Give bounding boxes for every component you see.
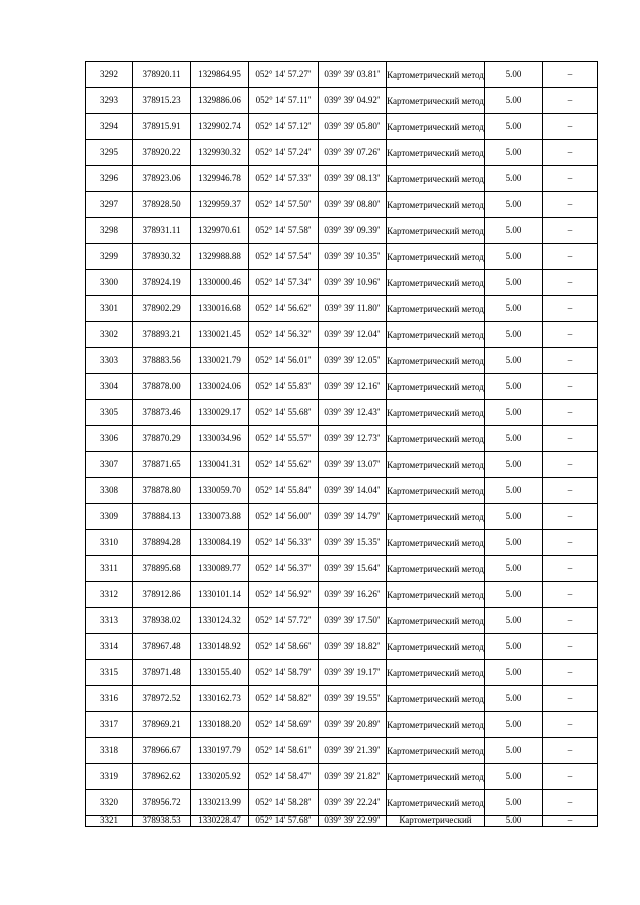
note-cell: –	[543, 218, 598, 244]
longitude-cell: 039° 39' 15.35"	[319, 530, 387, 556]
coord-y-cell: 1330155.40	[191, 660, 249, 686]
longitude-cell: 039° 39' 12.16"	[319, 374, 387, 400]
table-row	[86, 738, 598, 764]
latitude-cell: 052° 14' 57.72"	[249, 608, 319, 634]
table-row	[86, 582, 598, 608]
point-number-cell: 3303	[86, 348, 133, 374]
coord-x-cell: 378878.00	[133, 374, 191, 400]
method-cell: Картометрический метод	[387, 452, 485, 478]
table-row	[86, 114, 598, 140]
accuracy-cell: 5.00	[485, 114, 543, 140]
longitude-cell: 039° 39' 11.80"	[319, 296, 387, 322]
coord-x-cell: 378920.22	[133, 140, 191, 166]
accuracy-cell: 5.00	[485, 88, 543, 114]
note-cell: –	[543, 608, 598, 634]
point-number-cell: 3309	[86, 504, 133, 530]
accuracy-cell: 5.00	[485, 452, 543, 478]
longitude-cell: 039° 39' 15.64"	[319, 556, 387, 582]
coord-x-cell: 378962.62	[133, 764, 191, 790]
coord-x-cell: 378971.48	[133, 660, 191, 686]
method-cell: Картометрический метод	[387, 400, 485, 426]
longitude-cell: 039° 39' 14.79"	[319, 504, 387, 530]
table-row	[86, 686, 598, 712]
longitude-cell: 039° 39' 20.89"	[319, 712, 387, 738]
method-cell: Картометрический метод	[387, 504, 485, 530]
method-cell: Картометрический метод	[387, 478, 485, 504]
coord-x-cell: 378967.48	[133, 634, 191, 660]
accuracy-cell: 5.00	[485, 322, 543, 348]
point-number-cell: 3317	[86, 712, 133, 738]
method-cell: Картометрический метод	[387, 738, 485, 764]
point-number-cell: 3319	[86, 764, 133, 790]
coord-y-cell: 1329970.61	[191, 218, 249, 244]
accuracy-cell: 5.00	[485, 686, 543, 712]
longitude-cell: 039° 39' 12.43"	[319, 400, 387, 426]
accuracy-cell: 5.00	[485, 738, 543, 764]
latitude-cell: 052° 14' 55.62"	[249, 452, 319, 478]
coord-x-cell: 378915.91	[133, 114, 191, 140]
table-row	[86, 816, 598, 827]
method-cell: Картометрический метод	[387, 296, 485, 322]
note-cell: –	[543, 322, 598, 348]
accuracy-cell: 5.00	[485, 608, 543, 634]
coord-x-cell: 378938.02	[133, 608, 191, 634]
accuracy-cell: 5.00	[485, 478, 543, 504]
latitude-cell: 052° 14' 56.37"	[249, 556, 319, 582]
note-cell: –	[543, 660, 598, 686]
latitude-cell: 052° 14' 57.27"	[249, 62, 319, 88]
note-cell: –	[543, 738, 598, 764]
method-cell: Картометрический метод	[387, 582, 485, 608]
coord-y-cell: 1330084.19	[191, 530, 249, 556]
longitude-cell: 039° 39' 22.99"	[319, 816, 387, 827]
method-cell: Картометрический метод	[387, 192, 485, 218]
latitude-cell: 052° 14' 57.12"	[249, 114, 319, 140]
method-cell: Картометрический метод	[387, 660, 485, 686]
table-row	[86, 374, 598, 400]
longitude-cell: 039° 39' 14.04"	[319, 478, 387, 504]
note-cell: –	[543, 478, 598, 504]
longitude-cell: 039° 39' 08.80"	[319, 192, 387, 218]
accuracy-cell: 5.00	[485, 816, 543, 827]
table-row	[86, 530, 598, 556]
method-cell: Картометрический метод	[387, 114, 485, 140]
coord-y-cell: 1330034.96	[191, 426, 249, 452]
note-cell: –	[543, 686, 598, 712]
latitude-cell: 052° 14' 57.68"	[249, 816, 319, 827]
note-cell: –	[543, 244, 598, 270]
coord-x-cell: 378871.65	[133, 452, 191, 478]
point-number-cell: 3321	[86, 816, 133, 827]
coord-x-cell: 378915.23	[133, 88, 191, 114]
latitude-cell: 052° 14' 58.82"	[249, 686, 319, 712]
longitude-cell: 039° 39' 10.35"	[319, 244, 387, 270]
latitude-cell: 052° 14' 57.11"	[249, 88, 319, 114]
table-row	[86, 192, 598, 218]
method-cell: Картометрический метод	[387, 556, 485, 582]
method-cell: Картометрический метод	[387, 62, 485, 88]
latitude-cell: 052° 14' 57.34"	[249, 270, 319, 296]
accuracy-cell: 5.00	[485, 244, 543, 270]
point-number-cell: 3313	[86, 608, 133, 634]
latitude-cell: 052° 14' 58.79"	[249, 660, 319, 686]
coord-x-cell: 378972.52	[133, 686, 191, 712]
longitude-cell: 039° 39' 07.26"	[319, 140, 387, 166]
method-cell: Картометрический метод	[387, 140, 485, 166]
accuracy-cell: 5.00	[485, 166, 543, 192]
latitude-cell: 052° 14' 56.92"	[249, 582, 319, 608]
latitude-cell: 052° 14' 57.54"	[249, 244, 319, 270]
point-number-cell: 3302	[86, 322, 133, 348]
point-number-cell: 3297	[86, 192, 133, 218]
table-row	[86, 296, 598, 322]
latitude-cell: 052° 14' 56.62"	[249, 296, 319, 322]
note-cell: –	[543, 296, 598, 322]
coord-x-cell: 378883.56	[133, 348, 191, 374]
accuracy-cell: 5.00	[485, 62, 543, 88]
coord-y-cell: 1330101.14	[191, 582, 249, 608]
point-number-cell: 3294	[86, 114, 133, 140]
latitude-cell: 052° 14' 57.58"	[249, 218, 319, 244]
method-cell: Картометрический метод	[387, 426, 485, 452]
coord-x-cell: 378912.86	[133, 582, 191, 608]
coord-y-cell: 1329902.74	[191, 114, 249, 140]
coord-x-cell: 378930.32	[133, 244, 191, 270]
coord-y-cell: 1329988.88	[191, 244, 249, 270]
latitude-cell: 052° 14' 57.50"	[249, 192, 319, 218]
latitude-cell: 052° 14' 56.01"	[249, 348, 319, 374]
point-number-cell: 3320	[86, 790, 133, 816]
note-cell: –	[543, 400, 598, 426]
accuracy-cell: 5.00	[485, 660, 543, 686]
latitude-cell: 052° 14' 58.61"	[249, 738, 319, 764]
point-number-cell: 3308	[86, 478, 133, 504]
coord-y-cell: 1330124.32	[191, 608, 249, 634]
note-cell: –	[543, 270, 598, 296]
point-number-cell: 3306	[86, 426, 133, 452]
table-row	[86, 790, 598, 816]
note-cell: –	[543, 88, 598, 114]
method-cell: Картометрический метод	[387, 608, 485, 634]
note-cell: –	[543, 140, 598, 166]
method-cell: Картометрический метод	[387, 322, 485, 348]
coord-x-cell: 378895.68	[133, 556, 191, 582]
note-cell: –	[543, 166, 598, 192]
accuracy-cell: 5.00	[485, 296, 543, 322]
coord-y-cell: 1330197.79	[191, 738, 249, 764]
table-row	[86, 88, 598, 114]
point-number-cell: 3304	[86, 374, 133, 400]
coord-y-cell: 1330016.68	[191, 296, 249, 322]
method-cell: Картометрический метод	[387, 348, 485, 374]
point-number-cell: 3318	[86, 738, 133, 764]
method-cell: Картометрический	[387, 816, 485, 827]
note-cell: –	[543, 556, 598, 582]
note-cell: –	[543, 62, 598, 88]
latitude-cell: 052° 14' 56.00"	[249, 504, 319, 530]
method-cell: Картометрический метод	[387, 218, 485, 244]
longitude-cell: 039° 39' 12.05"	[319, 348, 387, 374]
accuracy-cell: 5.00	[485, 270, 543, 296]
point-number-cell: 3316	[86, 686, 133, 712]
longitude-cell: 039° 39' 21.82"	[319, 764, 387, 790]
longitude-cell: 039° 39' 05.80"	[319, 114, 387, 140]
coord-y-cell: 1330059.70	[191, 478, 249, 504]
coord-y-cell: 1330021.45	[191, 322, 249, 348]
coord-x-cell: 378924.19	[133, 270, 191, 296]
table-row	[86, 452, 598, 478]
coord-x-cell: 378928.50	[133, 192, 191, 218]
table-row	[86, 244, 598, 270]
longitude-cell: 039° 39' 03.81"	[319, 62, 387, 88]
point-number-cell: 3305	[86, 400, 133, 426]
table-row	[86, 712, 598, 738]
note-cell: –	[543, 816, 598, 827]
method-cell: Картометрический метод	[387, 166, 485, 192]
coord-x-cell: 378873.46	[133, 400, 191, 426]
accuracy-cell: 5.00	[485, 218, 543, 244]
latitude-cell: 052° 14' 58.47"	[249, 764, 319, 790]
table-row	[86, 322, 598, 348]
method-cell: Картометрический метод	[387, 530, 485, 556]
point-number-cell: 3292	[86, 62, 133, 88]
latitude-cell: 052° 14' 55.84"	[249, 478, 319, 504]
accuracy-cell: 5.00	[485, 374, 543, 400]
latitude-cell: 052° 14' 55.57"	[249, 426, 319, 452]
accuracy-cell: 5.00	[485, 426, 543, 452]
table-row	[86, 166, 598, 192]
method-cell: Картометрический метод	[387, 790, 485, 816]
coord-y-cell: 1329886.06	[191, 88, 249, 114]
longitude-cell: 039° 39' 12.04"	[319, 322, 387, 348]
coord-y-cell: 1330089.77	[191, 556, 249, 582]
table-row	[86, 556, 598, 582]
note-cell: –	[543, 764, 598, 790]
note-cell: –	[543, 114, 598, 140]
accuracy-cell: 5.00	[485, 192, 543, 218]
latitude-cell: 052° 14' 55.83"	[249, 374, 319, 400]
longitude-cell: 039° 39' 04.92"	[319, 88, 387, 114]
table-row	[86, 62, 598, 88]
note-cell: –	[543, 712, 598, 738]
coord-y-cell: 1330228.47	[191, 816, 249, 827]
longitude-cell: 039° 39' 17.50"	[319, 608, 387, 634]
latitude-cell: 052° 14' 58.28"	[249, 790, 319, 816]
accuracy-cell: 5.00	[485, 582, 543, 608]
point-number-cell: 3299	[86, 244, 133, 270]
coord-x-cell: 378884.13	[133, 504, 191, 530]
note-cell: –	[543, 530, 598, 556]
note-cell: –	[543, 348, 598, 374]
accuracy-cell: 5.00	[485, 712, 543, 738]
coord-x-cell: 378938.53	[133, 816, 191, 827]
latitude-cell: 052° 14' 58.66"	[249, 634, 319, 660]
table-row	[86, 764, 598, 790]
note-cell: –	[543, 582, 598, 608]
table-row	[86, 218, 598, 244]
point-number-cell: 3311	[86, 556, 133, 582]
coord-y-cell: 1330000.46	[191, 270, 249, 296]
coord-y-cell: 1330041.31	[191, 452, 249, 478]
point-number-cell: 3295	[86, 140, 133, 166]
table-row	[86, 634, 598, 660]
coord-y-cell: 1329930.32	[191, 140, 249, 166]
accuracy-cell: 5.00	[485, 348, 543, 374]
coord-y-cell: 1330213.99	[191, 790, 249, 816]
accuracy-cell: 5.00	[485, 634, 543, 660]
method-cell: Картометрический метод	[387, 712, 485, 738]
point-number-cell: 3314	[86, 634, 133, 660]
table-row	[86, 140, 598, 166]
coord-y-cell: 1330162.73	[191, 686, 249, 712]
table-row	[86, 270, 598, 296]
coord-x-cell: 378969.21	[133, 712, 191, 738]
longitude-cell: 039° 39' 10.96"	[319, 270, 387, 296]
latitude-cell: 052° 14' 57.33"	[249, 166, 319, 192]
coord-y-cell: 1330024.06	[191, 374, 249, 400]
accuracy-cell: 5.00	[485, 504, 543, 530]
method-cell: Картометрический метод	[387, 244, 485, 270]
latitude-cell: 052° 14' 56.32"	[249, 322, 319, 348]
table-row	[86, 504, 598, 530]
method-cell: Картометрический метод	[387, 634, 485, 660]
accuracy-cell: 5.00	[485, 790, 543, 816]
method-cell: Картометрический метод	[387, 374, 485, 400]
table-row	[86, 426, 598, 452]
table-body	[86, 62, 598, 827]
coord-x-cell: 378931.11	[133, 218, 191, 244]
table-row	[86, 478, 598, 504]
table-row	[86, 400, 598, 426]
longitude-cell: 039° 39' 19.55"	[319, 686, 387, 712]
longitude-cell: 039° 39' 13.07"	[319, 452, 387, 478]
point-number-cell: 3301	[86, 296, 133, 322]
coord-y-cell: 1330073.88	[191, 504, 249, 530]
longitude-cell: 039° 39' 22.24"	[319, 790, 387, 816]
coord-x-cell: 378878.80	[133, 478, 191, 504]
longitude-cell: 039° 39' 08.13"	[319, 166, 387, 192]
coord-x-cell: 378966.67	[133, 738, 191, 764]
method-cell: Картометрический метод	[387, 88, 485, 114]
point-number-cell: 3298	[86, 218, 133, 244]
note-cell: –	[543, 452, 598, 478]
longitude-cell: 039° 39' 21.39"	[319, 738, 387, 764]
point-number-cell: 3312	[86, 582, 133, 608]
accuracy-cell: 5.00	[485, 556, 543, 582]
point-number-cell: 3296	[86, 166, 133, 192]
coord-y-cell: 1330021.79	[191, 348, 249, 374]
coord-y-cell: 1329946.78	[191, 166, 249, 192]
coordinates-table	[85, 61, 598, 827]
latitude-cell: 052° 14' 55.68"	[249, 400, 319, 426]
latitude-cell: 052° 14' 57.24"	[249, 140, 319, 166]
coord-y-cell: 1330148.92	[191, 634, 249, 660]
coord-x-cell: 378894.28	[133, 530, 191, 556]
method-cell: Картометрический метод	[387, 270, 485, 296]
coord-y-cell: 1330188.20	[191, 712, 249, 738]
latitude-cell: 052° 14' 58.69"	[249, 712, 319, 738]
coord-x-cell: 378956.72	[133, 790, 191, 816]
table-row	[86, 608, 598, 634]
coord-x-cell: 378870.29	[133, 426, 191, 452]
point-number-cell: 3300	[86, 270, 133, 296]
coord-y-cell: 1329959.37	[191, 192, 249, 218]
coord-x-cell: 378893.21	[133, 322, 191, 348]
point-number-cell: 3307	[86, 452, 133, 478]
longitude-cell: 039° 39' 18.82"	[319, 634, 387, 660]
table-row	[86, 660, 598, 686]
coord-y-cell: 1330029.17	[191, 400, 249, 426]
accuracy-cell: 5.00	[485, 530, 543, 556]
longitude-cell: 039° 39' 12.73"	[319, 426, 387, 452]
method-cell: Картометрический метод	[387, 764, 485, 790]
point-number-cell: 3315	[86, 660, 133, 686]
coord-y-cell: 1329864.95	[191, 62, 249, 88]
table-row	[86, 348, 598, 374]
longitude-cell: 039° 39' 16.26"	[319, 582, 387, 608]
coord-x-cell: 378923.06	[133, 166, 191, 192]
note-cell: –	[543, 426, 598, 452]
point-number-cell: 3310	[86, 530, 133, 556]
longitude-cell: 039° 39' 19.17"	[319, 660, 387, 686]
point-number-cell: 3293	[86, 88, 133, 114]
longitude-cell: 039° 39' 09.39"	[319, 218, 387, 244]
coord-x-cell: 378902.29	[133, 296, 191, 322]
accuracy-cell: 5.00	[485, 764, 543, 790]
latitude-cell: 052° 14' 56.33"	[249, 530, 319, 556]
note-cell: –	[543, 374, 598, 400]
note-cell: –	[543, 192, 598, 218]
coord-y-cell: 1330205.92	[191, 764, 249, 790]
note-cell: –	[543, 634, 598, 660]
accuracy-cell: 5.00	[485, 400, 543, 426]
coord-x-cell: 378920.11	[133, 62, 191, 88]
method-cell: Картометрический метод	[387, 686, 485, 712]
accuracy-cell: 5.00	[485, 140, 543, 166]
note-cell: –	[543, 504, 598, 530]
note-cell: –	[543, 790, 598, 816]
